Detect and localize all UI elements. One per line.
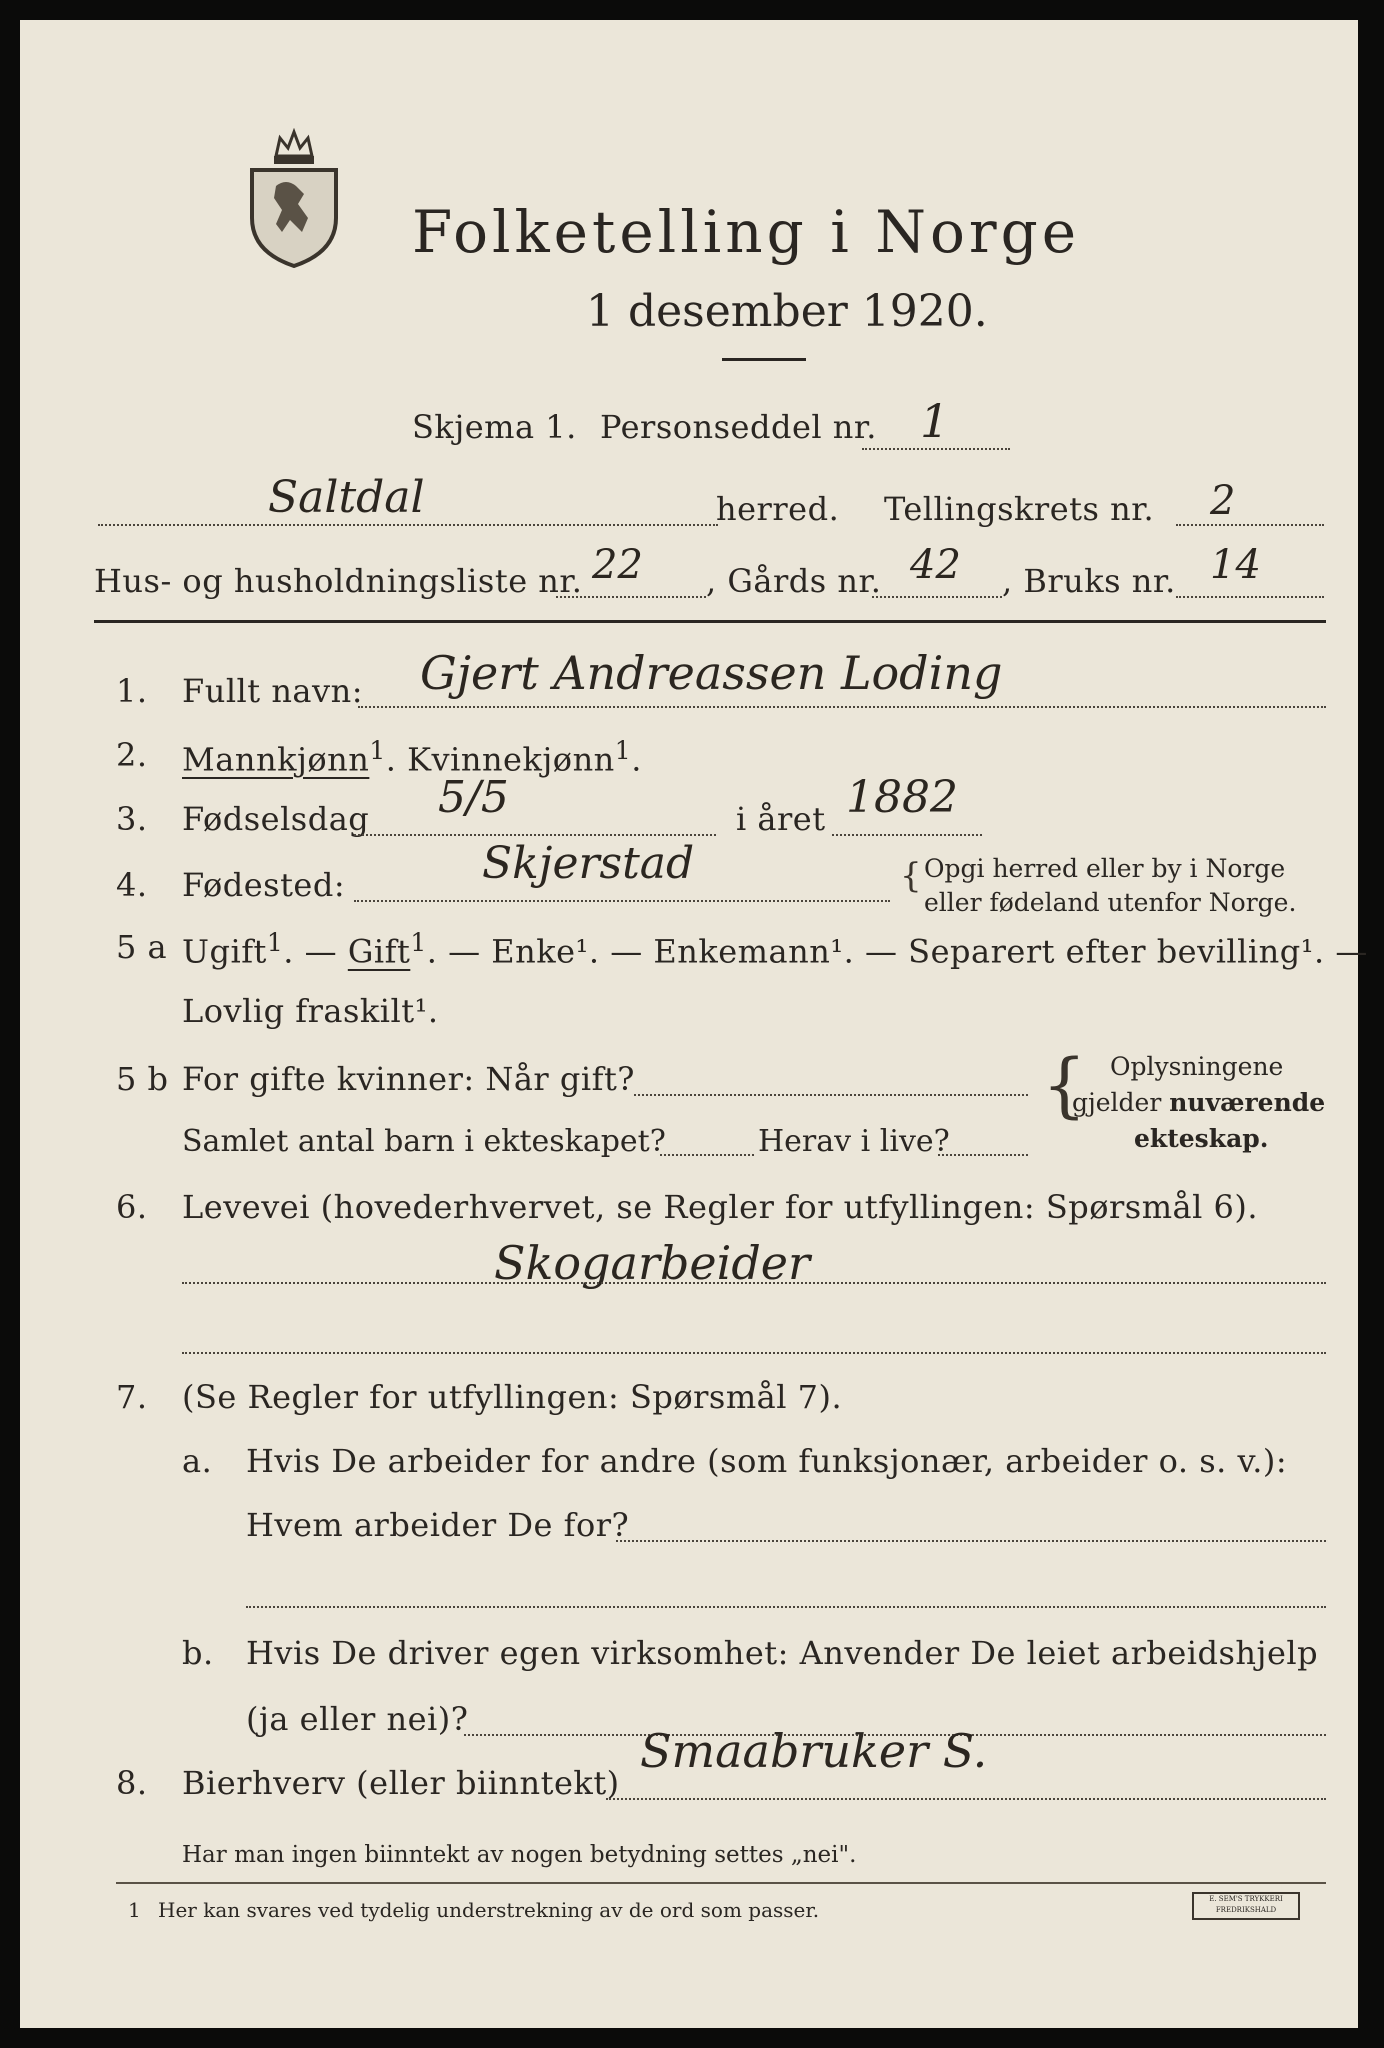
q4-note-1: Opgi herred eller by i Norge bbox=[924, 854, 1286, 883]
q4-value: Skjerstad bbox=[482, 838, 695, 889]
bruks-dots bbox=[1176, 596, 1324, 598]
q2-gender: Mannkjønn$^1$. Kvinnekjønn$^1$. bbox=[182, 736, 642, 779]
q4-dots bbox=[354, 900, 890, 902]
tellingskrets-label: Tellingskrets nr. bbox=[884, 490, 1155, 528]
q2-mann: Mannkjønn bbox=[182, 740, 370, 779]
gards-value: 42 bbox=[910, 542, 961, 588]
footer-note: Har man ingen biinntekt av nogen betydning settes „nei". bbox=[182, 1842, 857, 1868]
q5b-line-2a: Samlet antal barn i ekteskapet? bbox=[182, 1124, 666, 1159]
hus-label: Hus- og husholdningsliste nr. bbox=[94, 562, 583, 600]
personseddel-value: 1 bbox=[920, 394, 950, 448]
q6-dots-2 bbox=[182, 1352, 1326, 1354]
q6-number: 6. bbox=[116, 1188, 148, 1226]
census-form: Folketelling i Norge 1 desember 1920. Skjema 1. Personseddel nr. 1 Saltdal herred. Tellingskrets nr. 2 Hus- og husholdningsliste nr. 22 , Gårds nr. 42 , Bruks nr. 14 1. Fullt navn: Gjert Andreassen Loding 2. Mannkjønn$^1$. Kvinnekjønn$^1$. 3. Fødselsdag 5/5 i året 1882 4. Fødested: Skjerstad { Opgi herred eller by i Norge eller fødeland utenfor Norge. 5 a Ugift$^1$. — Gift$^1$. — Enke¹. — Enkemann¹. — Separert efter bevilling¹. — Lovlig fraskilt¹. 5 b For gifte kvinner: Når gift? Samlet antal barn i ekteskapet? Herav i live? { Oplysningene gjelder nuværende ekteskap. 6. Levevei (hovederhvervet, se Regler for utfyllingen: Spørsmål 6). Skogarbeider 7. (Se Regler for utfyllingen: Spørsmål 7). a. Hvis De arbeider for andre (som funksjonær, arbeider o. s. v.): Hvem arbeider De for? b. Hvis De driver egen virksomhet: Anvender De leiet arbeidshjelp (ja eller nei)? 8. Bierhverv (eller biinntekt) Smaabruker S. Har man ingen biinntekt av nogen betydning settes „nei". 1 Her kan svares ved tydelig understrekning av de ord som passer. E. SEM'S TRYKKERI FREDRIKSHALD bbox=[20, 20, 1358, 2028]
q5b-line-2b: Herav i live? bbox=[758, 1124, 950, 1159]
q2-kvinne: Kvinnekjønn bbox=[407, 740, 615, 779]
title-rule bbox=[722, 358, 806, 361]
q2-number: 2. bbox=[116, 736, 148, 774]
q7b-letter: b. bbox=[182, 1634, 214, 1672]
q5b-note-1: Oplysningene bbox=[1110, 1052, 1284, 1081]
herred-value: Saltdal bbox=[268, 472, 425, 523]
q5b-number: 5 b bbox=[116, 1060, 169, 1098]
q8-number: 8. bbox=[116, 1764, 148, 1802]
q4-note-2: eller fødeland utenfor Norge. bbox=[924, 888, 1297, 917]
skjema-label: Skjema 1. bbox=[412, 408, 577, 446]
q5a-gift: Gift bbox=[347, 932, 411, 971]
tellingskrets-dots bbox=[1176, 524, 1324, 526]
q5b-line-1: For gifte kvinner: Når gift? bbox=[182, 1060, 635, 1098]
personseddel-label: Personseddel nr. bbox=[600, 408, 877, 446]
q7-number: 7. bbox=[116, 1378, 148, 1416]
gards-label: , Gårds nr. bbox=[706, 562, 882, 600]
personseddel-dots bbox=[862, 448, 1010, 450]
hus-value: 22 bbox=[592, 542, 643, 588]
q3-dots bbox=[354, 834, 716, 836]
footnote-text: Her kan svares ved tydelig understrekning av de ord som passer. bbox=[158, 1898, 820, 1922]
gards-dots bbox=[872, 596, 1002, 598]
q3-value: 5/5 bbox=[438, 772, 509, 823]
q1-number: 1. bbox=[116, 672, 148, 710]
q8-dots bbox=[606, 1798, 1326, 1800]
q6-value: Skogarbeider bbox=[494, 1236, 810, 1290]
q5b-dots-2 bbox=[660, 1154, 754, 1156]
census-date: 1 desember 1920. bbox=[586, 286, 988, 337]
q3-number: 3. bbox=[116, 800, 148, 838]
herred-label: herred. bbox=[716, 490, 840, 528]
q1-dots bbox=[358, 706, 1326, 708]
form-title: Folketelling i Norge bbox=[412, 198, 1081, 266]
q8-label: Bierhverv (eller biinntekt) bbox=[182, 1764, 620, 1802]
q1-value: Gjert Andreassen Loding bbox=[420, 646, 1003, 700]
q5b-dots-3 bbox=[938, 1154, 1028, 1156]
q5a-line-2: Lovlig fraskilt¹. bbox=[182, 992, 439, 1030]
q4-number: 4. bbox=[116, 866, 148, 904]
bruks-value: 14 bbox=[1210, 542, 1261, 588]
herred-dots bbox=[98, 524, 718, 526]
q5b-note-2: gjelder nuværende bbox=[1072, 1088, 1326, 1117]
bruks-label: , Bruks nr. bbox=[1002, 562, 1176, 600]
tellingskrets-value: 2 bbox=[1210, 478, 1236, 524]
coat-of-arms-icon bbox=[246, 128, 342, 268]
header-rule bbox=[94, 620, 1326, 623]
q3-label: Fødselsdag bbox=[182, 800, 370, 838]
q6-dots-1 bbox=[182, 1282, 1326, 1284]
q4-label: Fødested: bbox=[182, 866, 346, 904]
q7a-letter: a. bbox=[182, 1442, 213, 1480]
q5b-dots-1 bbox=[634, 1094, 1028, 1096]
q6-label: Levevei (hovederhvervet, se Regler for utfyllingen: Spørsmål 6). bbox=[182, 1188, 1259, 1226]
footnote-number: 1 bbox=[128, 1898, 141, 1922]
printer-stamp: E. SEM'S TRYKKERI FREDRIKSHALD bbox=[1192, 1892, 1300, 1920]
q7a-dots-1 bbox=[616, 1540, 1326, 1542]
q5a-number: 5 a bbox=[116, 928, 168, 966]
q7-label: (Se Regler for utfyllingen: Spørsmål 7). bbox=[182, 1378, 843, 1416]
footer-rule bbox=[116, 1882, 1326, 1884]
q3-year-value: 1882 bbox=[846, 772, 958, 823]
q7a-dots-2 bbox=[246, 1606, 1326, 1608]
q8-value: Smaabruker S. bbox=[640, 1724, 988, 1778]
q3-year-dots bbox=[832, 834, 982, 836]
q7b-question: (ja eller nei)? bbox=[246, 1700, 469, 1738]
q3-year-label: i året bbox=[736, 800, 826, 838]
q5a-line-1: Ugift$^1$. — Gift$^1$. — Enke¹. — Enkemann¹. — Separert efter bevilling¹. — bbox=[182, 928, 1368, 971]
q7a-question: Hvem arbeider De for? bbox=[246, 1506, 630, 1544]
hus-dots bbox=[556, 596, 706, 598]
q7b-text: Hvis De driver egen virksomhet: Anvender De leiet arbeidshjelp bbox=[246, 1634, 1319, 1672]
q7a-text: Hvis De arbeider for andre (som funksjonær, arbeider o. s. v.): bbox=[246, 1442, 1288, 1480]
q5b-note-3: ekteskap. bbox=[1134, 1124, 1269, 1153]
q1-label: Fullt navn: bbox=[182, 672, 363, 710]
